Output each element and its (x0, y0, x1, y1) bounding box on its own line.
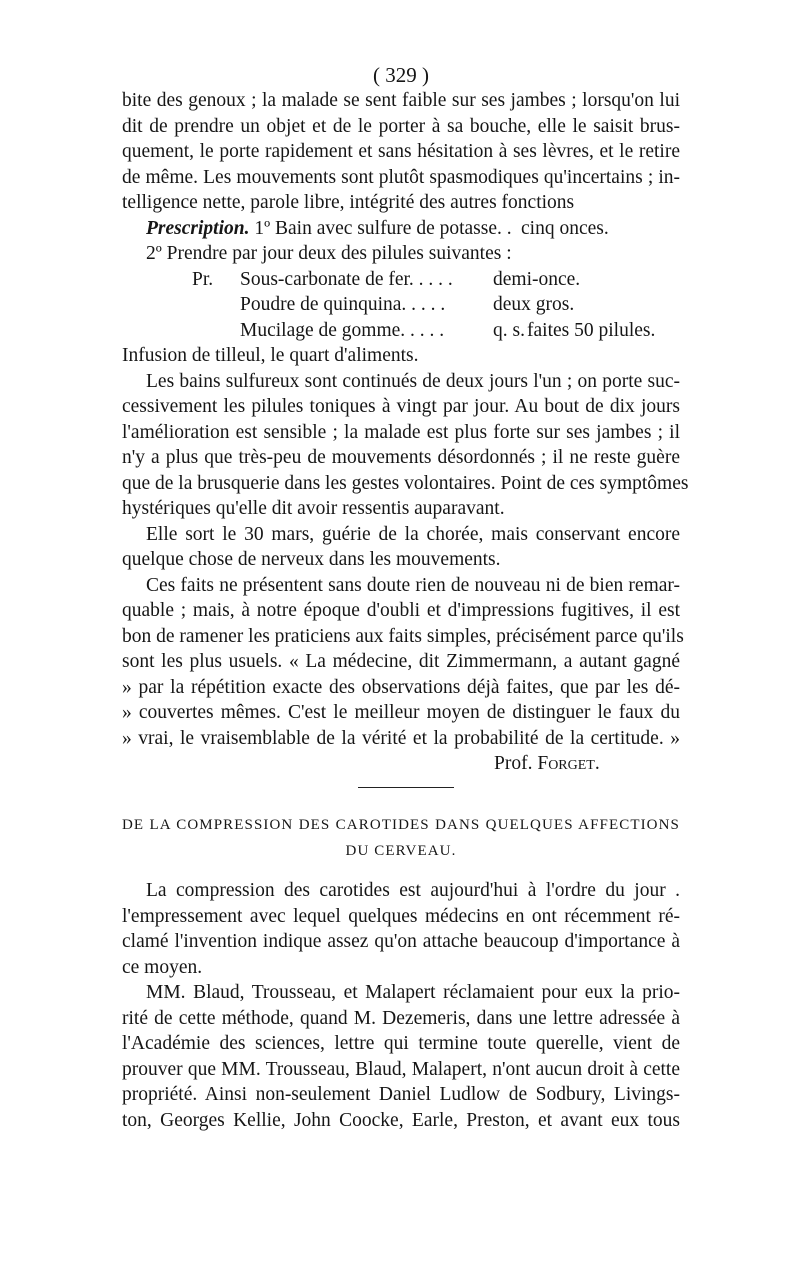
section-divider (358, 787, 454, 789)
text-line: n'y a plus que très-peu de mouvements désordonnés ; il ne reste guère (122, 447, 680, 468)
case-paragraph-2 (122, 369, 689, 522)
page-number: ( 329 ) (373, 63, 429, 87)
recipe-prefix: Pr. (192, 268, 214, 290)
text-line: » vrai, le vraisemblable de la vérité et la probabilité de la certitude. » (122, 727, 680, 749)
text-line: La compression des carotides est aujourd'hui à l'ordre du jour . (146, 880, 680, 901)
text-line: bite des genoux ; la malade se sent faible sur ses jambes ; lorsqu'on lui (122, 90, 680, 111)
text-line: l'amélioration est sensible ; la malade est plus forte sur ses jambes ; il (122, 421, 680, 443)
text-line: Les bains sulfureux sont continués de deux jours l'un ; on porte suc- (146, 370, 680, 392)
prescription-line (122, 216, 680, 242)
text-line: l'Académie des sciences, lettre qui termine toute querelle, vient de (122, 1033, 680, 1054)
recipe-ingredient: Poudre de quinquina. . . . . (240, 294, 446, 315)
recipe-row (122, 267, 680, 293)
text-line: de même. Les mouvements sont plutôt spasmodiques qu'incertains ; in- (122, 166, 680, 188)
infusion-line: Infusion de tilleul, le quart d'aliments. (122, 345, 419, 366)
text-line: bon de ramener les praticiens aux faits simples, précisément parce qu'ils (122, 625, 684, 647)
recipe-row (122, 318, 680, 344)
author-signature (122, 751, 680, 777)
case-paragraph-1 (122, 88, 680, 216)
spacer (122, 864, 680, 878)
recipe-quantity: demi-once. (493, 268, 581, 290)
recipe-qs: q. s. (493, 319, 525, 341)
text-line: quement, le porte rapidement et sans hésitation à ses lèvres, et le retire (122, 141, 680, 162)
text-line: » couvertes mêmes. C'est le meilleur moyen de distinguer le faux du (122, 702, 680, 723)
section-heading-line-2: DU CERVEAU. (345, 843, 457, 859)
recipe-quantity: faites 50 pilules. (527, 319, 656, 341)
text-line: sont les plus usuels. « La médecine, dit Zimmermann, a autant gagné (122, 651, 680, 672)
prescription-second: 2º Prendre par jour deux des pilules suivantes : (146, 243, 512, 264)
text-column (122, 62, 689, 1133)
prescription-first-qty: cinq onces. (521, 217, 609, 239)
signature-name: Forget. (537, 753, 600, 774)
text-line: ton, Georges Kellie, John Coocke, Earle, Preston, et avant eux tous (122, 1109, 680, 1131)
text-line: ce moyen. (122, 956, 203, 978)
text-line: MM. Blaud, Trousseau, et Malapert réclamaient pour eux la prio- (146, 982, 680, 1003)
case-paragraph-3 (122, 522, 680, 573)
text-line: quelque chose de nerveux dans les mouvements. (122, 549, 501, 570)
text-line: que de la brusquerie dans les gestes volontaires. Point de ces symptômes (122, 472, 689, 494)
recipe-quantity-group (493, 318, 680, 344)
recipe-prefix (122, 318, 240, 344)
text-line: Ces faits ne présentent sans doute rien de nouveau ni de bien remar- (146, 574, 680, 596)
text-line: cessivement les pilules toniques à vingt par jour. Au bout de dix jours (122, 396, 680, 417)
text-line: dit de prendre un objet et de le porter à sa bouche, elle le saisit brus- (122, 115, 680, 137)
text-line: l'empressement avec lequel quelques médecins en ont récemment ré- (122, 905, 680, 927)
text-line: propriété. Ainsi non-seulement Daniel Ludlow de Sodbury, Livings- (122, 1084, 680, 1105)
article-paragraph-1 (122, 878, 680, 980)
recipe-list (122, 267, 680, 344)
commentary-paragraph (122, 573, 684, 752)
article-paragraph-2 (122, 980, 680, 1133)
section-heading-line-1: DE LA COMPRESSION DES CAROTIDES DANS QUELQUES AFFECTIONS (122, 817, 680, 833)
recipe-quantity: deux gros. (493, 294, 575, 315)
text-line: telligence nette, parole libre, intégrité des autres fonctions (122, 192, 575, 213)
prescription-label: Prescription. (146, 217, 250, 239)
text-line: » par la répétition exacte des observations déjà faites, que par les dé- (122, 676, 680, 698)
text-line: rité de cette méthode, quand M. Dezemeris, dans une lettre adressée à (122, 1007, 680, 1029)
signature-prefix: Prof. (494, 753, 533, 774)
text-line: quable ; mais, à notre époque d'oubli et d'impressions fugitives, il est (122, 600, 680, 621)
text-line: clamé l'invention indique assez qu'on attache beaucoup d'importance à (122, 931, 680, 952)
prescription-item (146, 216, 521, 242)
recipe-prefix (122, 292, 240, 318)
text-line: Elle sort le 30 mars, guérie de la chorée, mais conservant encore (146, 523, 680, 545)
recipe-ingredient: Sous-carbonate de fer. . . . . (240, 268, 453, 290)
text-line: prouver que MM. Trousseau, Blaud, Malapert, n'ont aucun droit à cette (122, 1058, 680, 1080)
text-line: hystériques qu'elle dit avoir ressentis auparavant. (122, 498, 505, 519)
recipe-row (122, 292, 680, 318)
recipe-ingredient: Mucilage de gomme. . . . . (240, 319, 445, 341)
prescription-first: 1º Bain avec sulfure de potasse. . (254, 217, 512, 239)
